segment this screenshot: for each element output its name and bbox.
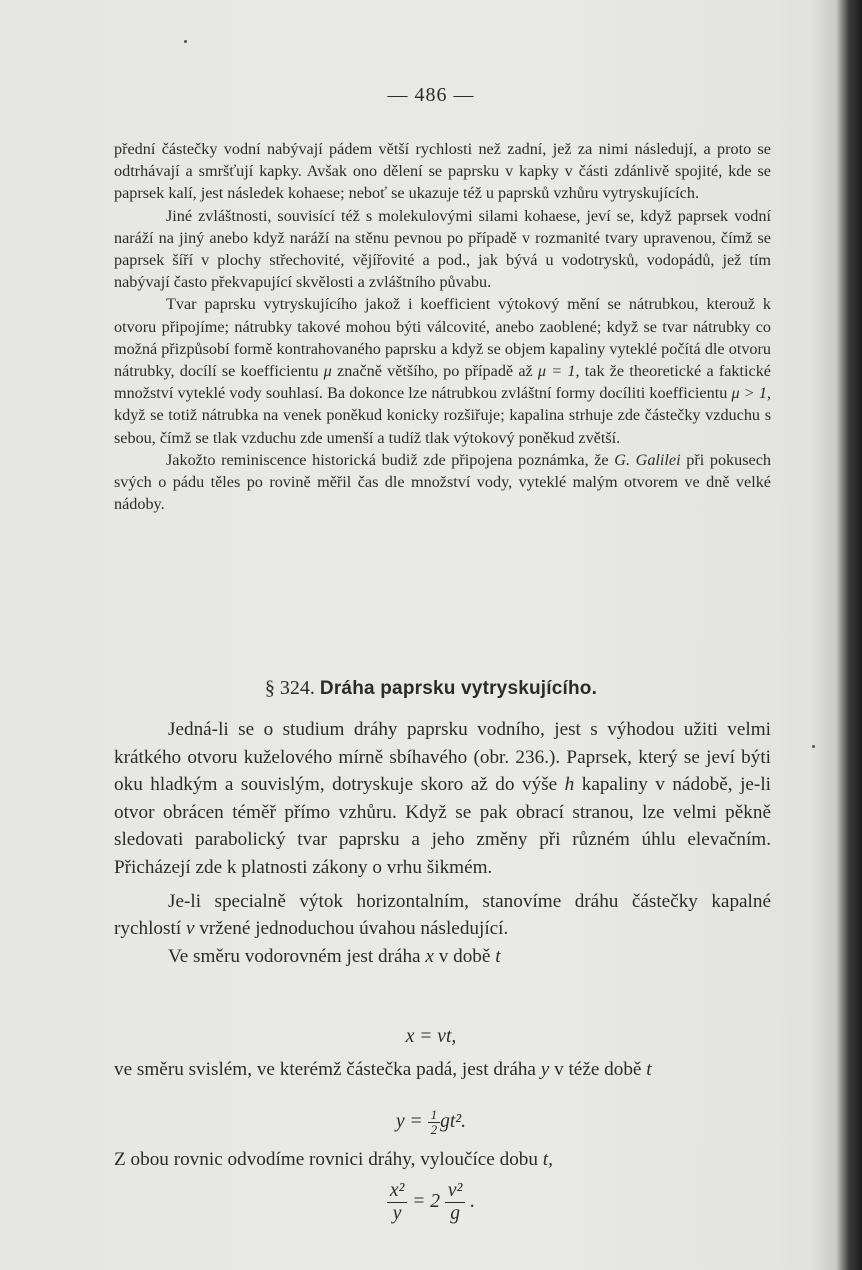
paragraph: Z obou rovnic odvodíme rovnici dráhy, vyloučíce dobu t,: [114, 1149, 553, 1170]
print-speck: [812, 745, 815, 748]
page-number: — 486 —: [387, 84, 475, 106]
paragraph: Ve směru vodorovném jest dráha x v době t: [168, 945, 501, 967]
equation-trajectory: $\frac{\text{x²}}{y}$ = 2 $\frac{\text{v²}}{g}$ .: [0, 1180, 862, 1225]
small-text-block: [114, 138, 771, 515]
equation-vertical: y = $\frac{1}{2}$ gt².: [396, 1107, 466, 1137]
person-name: G. Galilei: [614, 450, 681, 469]
paragraph: Jedná-li se o studium dráhy paprsku vodního, jest s výhodou užiti velmi krátkého otvoru kuželového mírně sbíhavého (obr. 236.). Paprsek, který se jeví býti oku hladkým a souvislým, dotryskuje skoro až do výše h kapaliny v nádobě, je-li otvor obrácen téměř přímo vzhůru. Když se pak obrací stranou, lze velmi pěkně sledovati parabolický tvar paprsku a jeho změny při různém úhlu elevačním. Přicházejí zde k platnosti zákony o vrhu šikmém.: [114, 719, 771, 878]
large-text-block-3: [114, 1146, 771, 1174]
paragraph: Jiné zvláštnosti, souvisící též s molekulovými silami kohaese, jeví se, když paprsek vodní naráží na jiný anebo když naráží na stěnu pevnou po případě v rozmanité tvary upravenou, čímž se paprsek šíří v plochy střechovité, vějířovité a pod., jak bývá u vodotrysků, vodopádů, jež tím nabývají často překvapující skvělosti a zvláštního půvabu.: [114, 206, 771, 292]
paragraph: Tvar paprsku vytryskujícího jakož i koefficient výtokový mění se nátrubkou, kterouž k otvoru připojíme; nátrubky takové mohou býti válcovité, anebo zaoblené; když se tvar nátrubky co možná přizpůsobí formě kontrahovaného paprsku a když se objem kapaliny vyteklé počítá dle otvoru nátrubky, docílí se koefficientu μ značně většího, po případě až μ = 1, tak že theoretické a faktické množství vyteklé vody souhlasí. Ba dokonce lze nátrubkou zvláštní formy docíliti koefficientu μ > 1, když se totiž nátrubka na venek poněkud konicky rozšiřuje; kapalina strhuje zde částečky vzduchu s sebou, čímž se tlak vzduchu zde umenší a tudíž tlak výtokový poněkud zvětší.: [114, 295, 771, 447]
print-speck: [184, 40, 187, 43]
paragraph: přední částečky vodní nabývají pádem větší rychlosti než zadní, jež za nimi následují, a proto se odtrhávají a smršťují kapky. Avšak ono dělení se paprsku v kapky v části zdánlivě spojité, kde se paprsek kalí, jest následek kohaese; neboť se ukazuje též u paprsků vzhůru vytryskujících.: [114, 140, 771, 203]
section-title: Dráha paprsku vytryskujícího.: [319, 678, 598, 699]
section-number: § 324.: [264, 677, 315, 699]
large-text-block: [114, 716, 771, 970]
section-heading: [0, 677, 862, 700]
large-text-block-2: [114, 1056, 771, 1084]
equation-horizontal: x = vt,: [405, 1026, 457, 1047]
paragraph: ve směru svislém, ve kterémž částečka padá, jest dráha y v téže době t: [114, 1059, 652, 1080]
paragraph: Jakožto reminiscence historická budiž zde připojena poznámka, že G. Galilei při pokusech svých o pádu těles po rovině měřil čas dle množství vody, vyteklé malým otvorem ve dně velké nádoby.: [114, 450, 772, 514]
paragraph: Je-li specialně výtok horizontalním, stanovíme dráhu částečky kapalné rychlostí v vržené jednoduchou úvahou následující.: [114, 890, 771, 940]
